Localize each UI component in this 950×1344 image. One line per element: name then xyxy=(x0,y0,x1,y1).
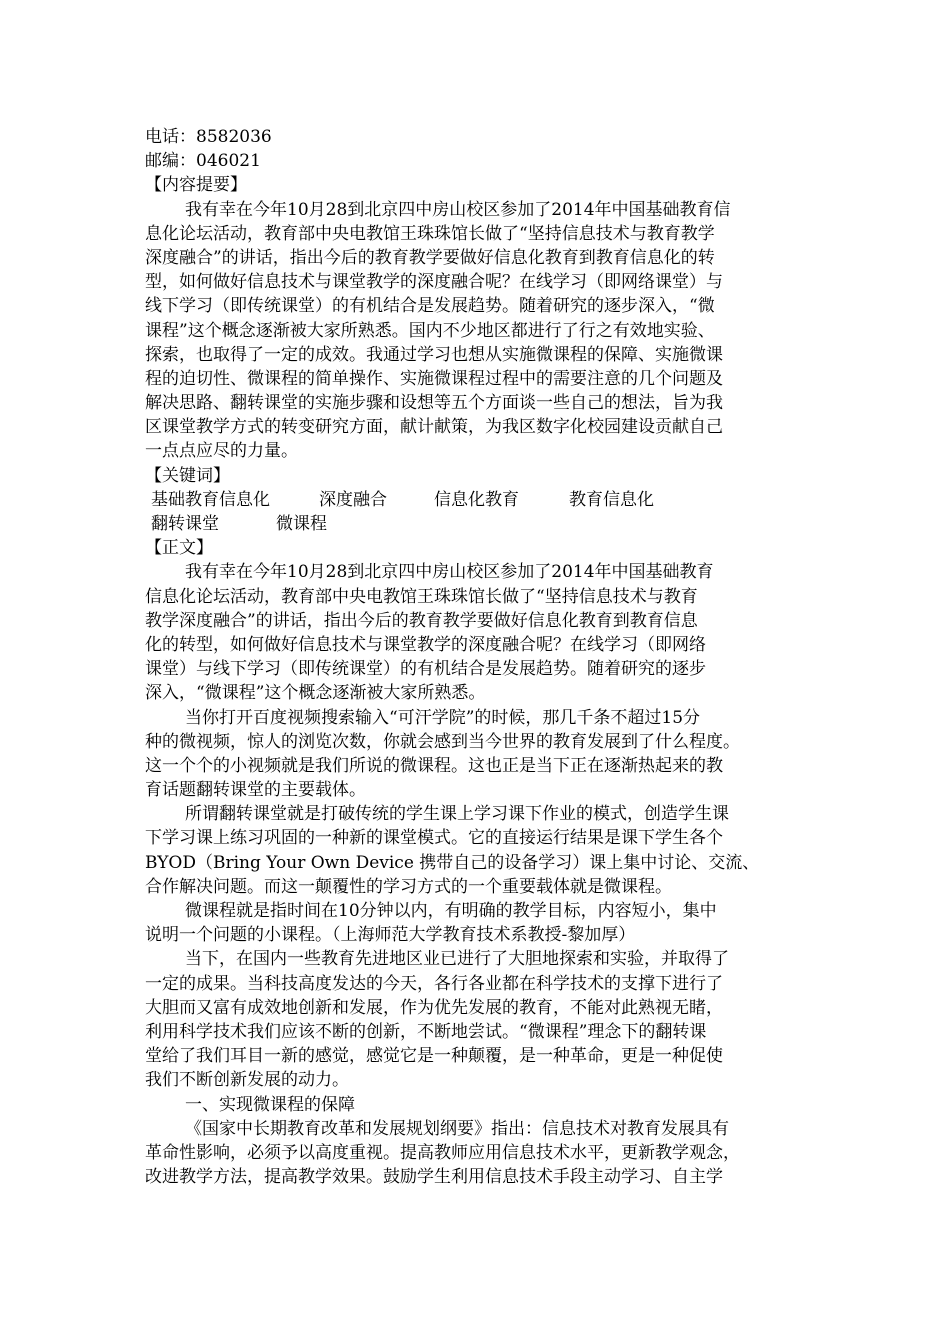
abstract-line: 区课堂教学方式的转变研究方面，献计献策，为我区数字化校园建设贡献自己 xyxy=(145,417,723,438)
keyword: 深度融合 xyxy=(319,489,387,510)
abstract-line: 探索，也取得了一定的成效。我通过学习也想从实施微课程的保障、实施微课 xyxy=(145,344,723,365)
keyword: 翻转课堂 xyxy=(151,514,219,534)
keyword: 微课程 xyxy=(276,514,327,534)
body-line: 种的微视频，惊人的浏览次数，你就会感到当今世界的教育发展到了什么程度。 xyxy=(145,731,740,752)
keywords-heading: 【关键词】 xyxy=(145,465,230,486)
body-line: 信息化论坛活动，教育部中央电教馆王珠珠馆长做了“坚持信息技术与教育 xyxy=(145,586,698,607)
abstract-line: 课程”这个概念逐渐被大家所熟悉。国内不少地区都进行了行之有效地实验、 xyxy=(145,320,715,341)
abstract-line: 息化论坛活动，教育部中央电教馆王珠珠馆长做了“坚持信息技术与教育教学 xyxy=(145,223,715,244)
body-line: 教学深度融合”的讲话，指出今后的教育教学要做好信息化教育到教育信息 xyxy=(145,610,698,631)
body-line: 我们不断创新发展的动力。 xyxy=(145,1070,349,1091)
body-line: 一定的成果。当科技高度发达的今天，各行各业都在科学技术的支撑下进行了 xyxy=(145,973,723,994)
body-line: 所谓翻转课堂就是打破传统的学生课上学习课下作业的模式，创造学生课 xyxy=(185,804,729,825)
body-line: 我有幸在今年10月28到北京四中房山校区参加了2014年中国基础教育 xyxy=(185,562,714,583)
body-line: 说明一个问题的小课程。（上海师范大学教育技术系教授-黎加厚） xyxy=(145,925,636,946)
abstract-line: 解决思路、翻转课堂的实施步骤和设想等五个方面谈一些自己的想法，旨为我 xyxy=(145,393,723,414)
abstract-heading: 【内容提要】 xyxy=(145,175,247,196)
body-line: 微课程就是指时间在10分钟以内，有明确的教学目标，内容短小，集中 xyxy=(185,901,717,921)
keyword: 信息化教育 xyxy=(434,489,519,510)
keywords-row xyxy=(145,488,825,512)
postcode-line: 邮编：046021 xyxy=(145,151,261,172)
body-line: 当你打开百度视频搜索输入“可汗学院”的时候，那几千条不超过15分 xyxy=(185,707,701,728)
body-line: 革命性影响，必须予以高度重视。提高教师应用信息技术水平，更新教学观念， xyxy=(145,1142,740,1163)
body-line: 改进教学方法，提高教学效果。鼓励学生利用信息技术手段主动学习、自主学 xyxy=(145,1167,723,1188)
section-heading: 一、实现微课程的保障 xyxy=(185,1094,355,1115)
body-line: 《国家中长期教育改革和发展规划纲要》指出：信息技术对教育发展具有 xyxy=(185,1118,729,1139)
body-line: 利用科学技术我们应该不断的创新，不断地尝试。“微课程”理念下的翻转课 xyxy=(145,1021,707,1042)
body-line: 这一个个的小视频就是我们所说的微课程。这也正是当下正在逐渐热起来的教 xyxy=(145,755,723,776)
abstract-line: 型，如何做好信息技术与课堂教学的深度融合呢？在线学习（即网络课堂）与 xyxy=(145,272,723,293)
abstract-line: 深度融合”的讲话，指出今后的教育教学要做好信息化教育到教育信息化的转 xyxy=(145,247,715,268)
body-line: 课堂）与线下学习（即传统课堂）的有机结合是发展趋势。随着研究的逐步 xyxy=(145,659,706,680)
document-page xyxy=(145,125,825,1189)
body-line: 深入，“微课程”这个概念逐渐被大家所熟悉。 xyxy=(145,683,486,704)
body-line: 育话题翻转课堂的主要载体。 xyxy=(145,780,366,801)
phone-line: 电话：8582036 xyxy=(145,127,272,147)
abstract-line: 一点点应尽的力量。 xyxy=(145,441,298,462)
keyword: 教育信息化 xyxy=(569,489,654,510)
body-line: 当下，在国内一些教育先进地区业已进行了大胆地探索和实验，并取得了 xyxy=(185,949,729,970)
abstract-line: 线下学习（即传统课堂）的有机结合是发展趋势。随着研究的逐步深入，“微 xyxy=(145,296,715,317)
body-line: 合作解决问题。而这一颠覆性的学习方式的一个重要载体就是微课程。 xyxy=(145,876,672,897)
abstract-line: 程的迫切性、微课程的简单操作、实施微课程过程中的需要注意的几个问题及 xyxy=(145,368,723,389)
body-heading: 【正文】 xyxy=(145,538,213,559)
body-line: 化的转型，如何做好信息技术与课堂教学的深度融合呢？在线学习（即网络 xyxy=(145,634,706,655)
body-line: 堂给了我们耳目一新的感觉，感觉它是一种颠覆，是一种革命，更是一种促使 xyxy=(145,1046,723,1067)
keywords-row xyxy=(145,512,825,536)
body-line: BYOD（Bring Your Own Device 携带自己的设备学习）课上集中讨论、交流、 xyxy=(145,852,760,873)
abstract-line: 我有幸在今年10月28到北京四中房山校区参加了2014年中国基础教育信 xyxy=(185,199,731,220)
keyword: 基础教育信息化 xyxy=(151,489,270,510)
body-line: 大胆而又富有成效地创新和发展，作为优先发展的教育，不能对此熟视无睹， xyxy=(145,997,723,1018)
body-line: 下学习课上练习巩固的一种新的课堂模式。它的直接运行结果是课下学生各个 xyxy=(145,828,723,849)
